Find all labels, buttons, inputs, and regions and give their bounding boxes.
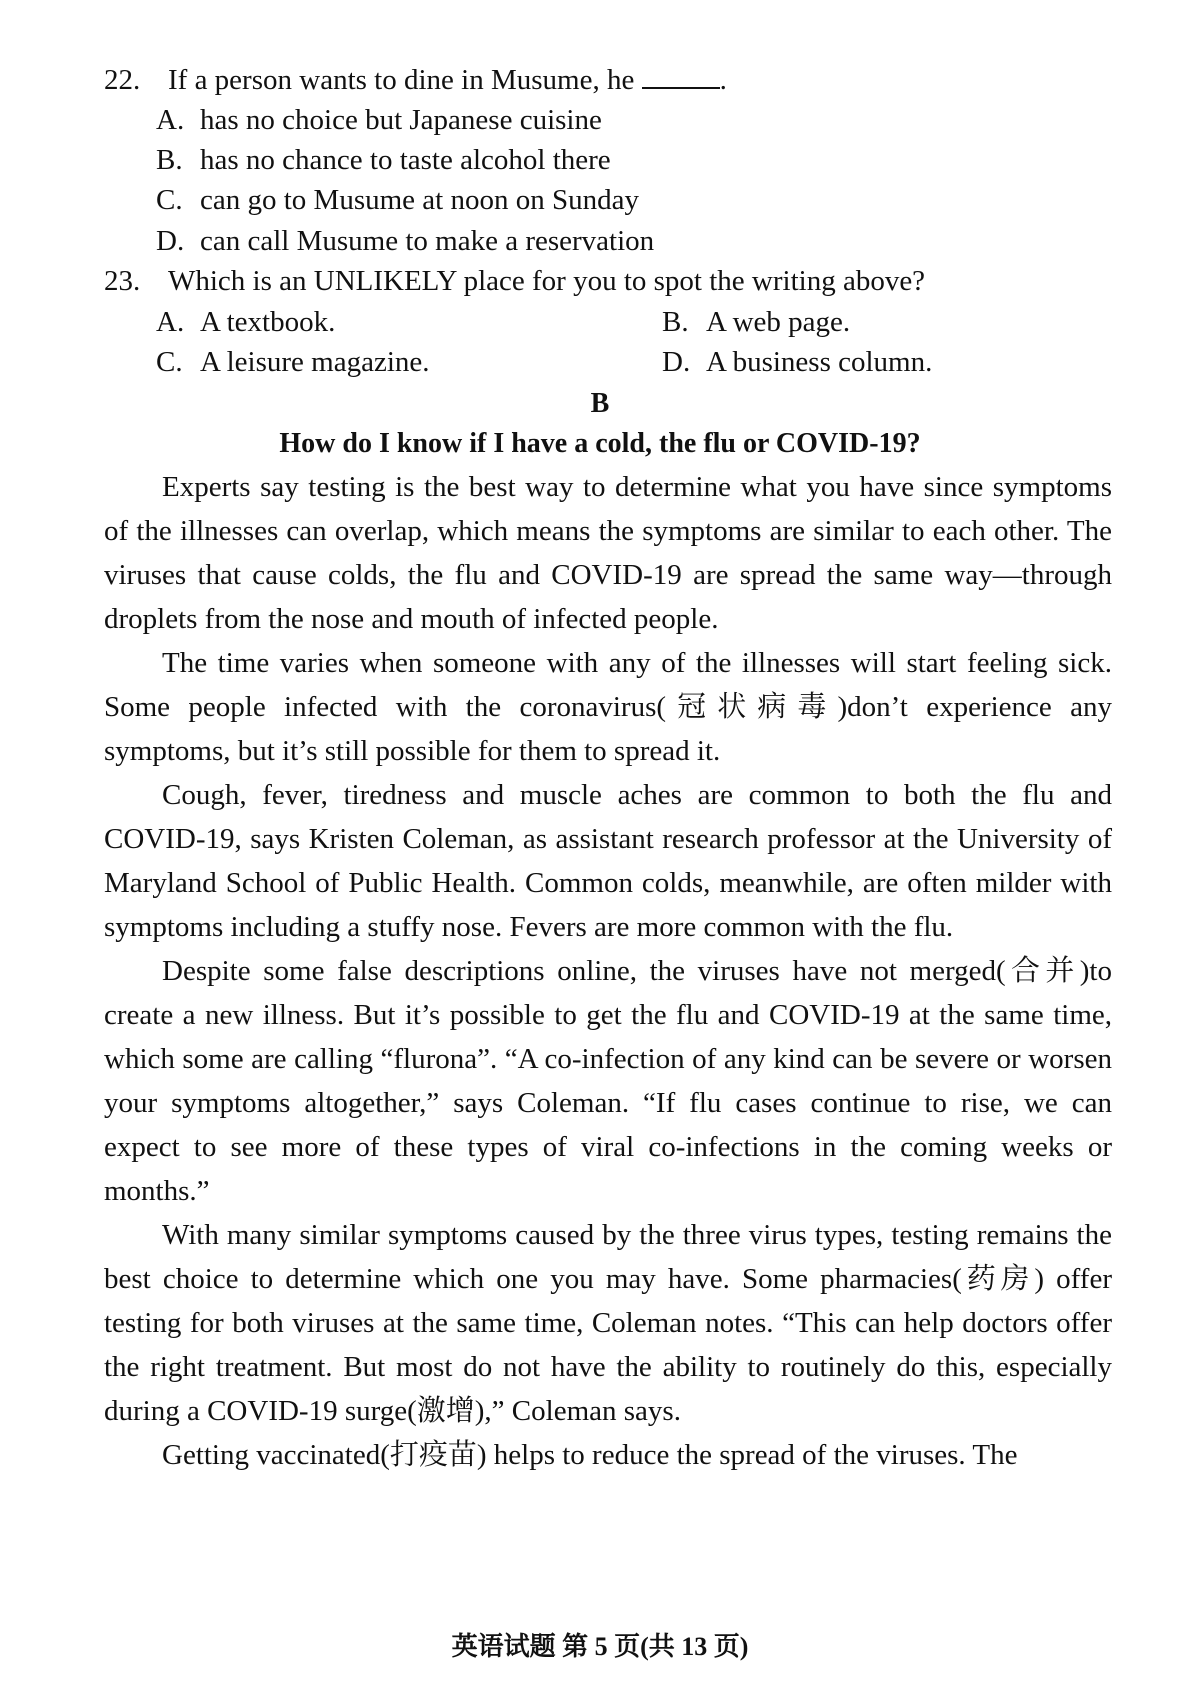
option-text: A leisure magazine. — [200, 346, 430, 378]
option-text: A web page. — [706, 306, 851, 338]
paragraph-2: The time varies when someone with any of the illnesses will start feeling sick. Some people infected with the coronavirus(冠状病毒)don’t experience any symptoms, but it’s still possible for them to spread it. — [104, 647, 1112, 767]
option-text: can call Musume to make a reservation — [200, 225, 655, 257]
option-label: B. — [156, 144, 183, 176]
paragraph-1: Experts say testing is the best way to determine what you have since symptoms of the illnesses can overlap, which means the symptoms are similar to each other. The viruses that cause colds, the flu and COVID-19 are spread the same way—through droplets from the nose and mouth of infected people. — [104, 471, 1112, 635]
option-23-a — [156, 302, 335, 342]
option-22-c — [156, 180, 639, 220]
question-text: Which is an UNLIKELY place for you to spot the writing above? — [168, 265, 926, 297]
option-label: C. — [156, 346, 183, 378]
paragraph-6: Getting vaccinated(打疫苗) helps to reduce the spread of the viruses. The — [162, 1439, 1018, 1471]
option-23-b — [662, 302, 850, 342]
option-label: B. — [662, 306, 689, 338]
option-text: can go to Musume at noon on Sunday — [200, 184, 639, 216]
section-letter: B — [590, 388, 610, 419]
paragraph-5: With many similar symptoms caused by the three virus types, testing remains the best choice to determine which one you may have. Some pharmacies(药房) offer testing for both viruses at the same time, Coleman notes. “This can help doctors offer the right treatment. But most do not have the ability to routinely do this, especially during a COVID-19 surge(激增),” Coleman says. — [104, 1219, 1112, 1427]
option-23-c — [156, 342, 430, 382]
question-22-stem — [104, 60, 727, 100]
question-text: If a person wants to dine in Musume, he — [168, 64, 635, 96]
answer-blank — [642, 61, 720, 89]
option-text: has no choice but Japanese cuisine — [200, 104, 602, 136]
option-text: A textbook. — [200, 306, 336, 338]
page-footer: 英语试题 第 5 页(共 13 页) — [451, 1632, 749, 1661]
option-23-d — [662, 342, 932, 382]
question-number: 23. — [104, 265, 141, 297]
question-number: 22. — [104, 64, 141, 96]
option-label: D. — [662, 346, 691, 378]
paragraph-4: Despite some false descriptions online, the viruses have not merged(合并)to create a new illness. But it’s possible to get the flu and COVID-19 at the same time, which some are calling “flurona”. “A co-infection of any kind can be severe or worsen your symptoms altogether,” says Coleman. “If flu cases continue to rise, we can expect to see more of these types of viral co-infections in the coming weeks or months.” — [104, 955, 1112, 1207]
option-label: D. — [156, 225, 185, 257]
option-text: has no chance to taste alcohol there — [200, 144, 611, 176]
option-22-d — [156, 221, 654, 261]
question-23-stem — [104, 261, 925, 301]
option-22-a — [156, 100, 602, 140]
question-end-mark: . — [719, 64, 727, 96]
option-22-b — [156, 140, 611, 180]
passage-title: How do I know if I have a cold, the flu or COVID-19? — [279, 428, 921, 459]
option-label: A. — [156, 104, 185, 136]
option-label: C. — [156, 184, 183, 216]
option-text: A business column. — [706, 346, 933, 378]
paragraph-3: Cough, fever, tiredness and muscle aches are common to both the flu and COVID-19, says Kristen Coleman, as assistant research professor at the University of Maryland School of Public Health. Common colds, meanwhile, are often milder with symptoms including a stuffy nose. Fevers are more common with the flu. — [104, 779, 1112, 943]
passage-body — [104, 465, 1112, 1477]
option-label: A. — [156, 306, 185, 338]
